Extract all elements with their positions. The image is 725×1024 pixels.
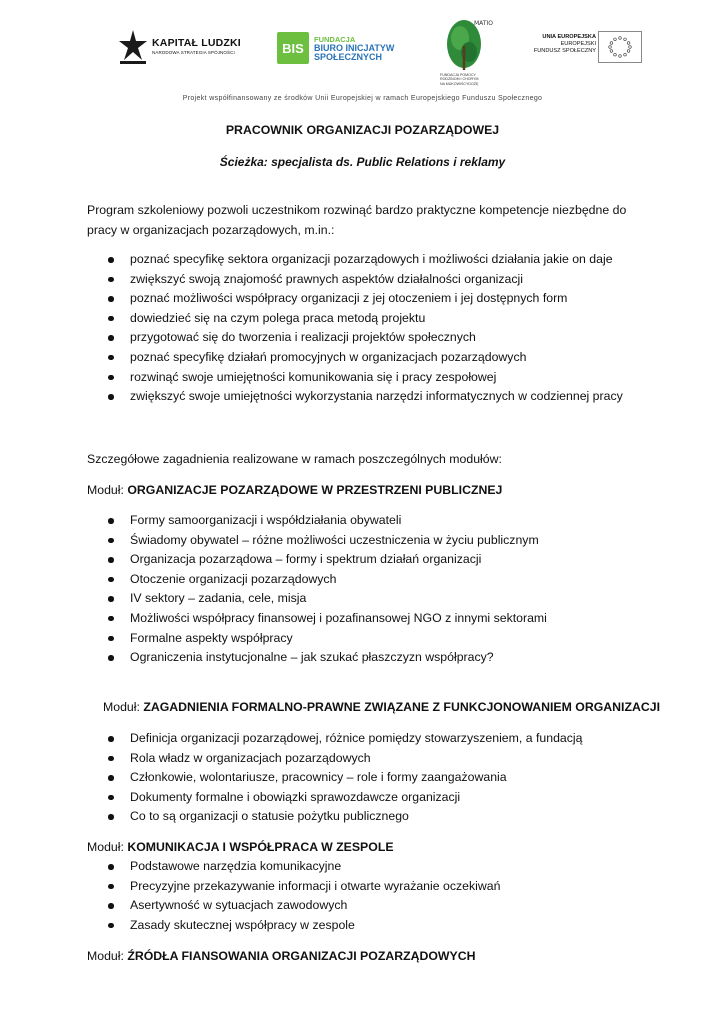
kapital-ludzki-star-icon [118, 28, 148, 66]
module-name: ZAGADNIENIA FORMALNO-PRAWNE ZWIĄZANE Z FUNKCJONOWANIEM ORGANIZACJI [143, 700, 661, 714]
module-heading: Moduł: ŹRÓDŁA FIANSOWANIA ORGANIZACJI POZARZĄDOWYCH [87, 949, 476, 963]
bis-line-3: SPOŁECZNYCH [314, 52, 383, 62]
module-heading: Moduł: ORGANIZACJE POZARZĄDOWE W PRZESTRZENI PUBLICZNEJ [87, 483, 503, 497]
list-item: Co to są organizacji o statusie pożytku publicznego [0, 807, 725, 827]
page-subtitle: Ścieżka: specjalista ds. Public Relations i reklamy [219, 155, 506, 169]
bullet-icon [108, 756, 114, 762]
bullet-icon [108, 296, 114, 302]
bullet-icon [108, 596, 114, 602]
intro-list [0, 250, 725, 407]
bullet-icon [108, 923, 114, 929]
bullet-icon [108, 538, 114, 544]
kapital-ludzki-logo [118, 26, 246, 66]
bullet-icon [108, 557, 114, 563]
eu-flag-icon [598, 31, 642, 63]
bullet-icon [108, 903, 114, 909]
list-item: zwiększyć swoje umiejętności wykorzystania narzędzi informatycznych w codziennej pracy [0, 387, 725, 407]
module-2-list [0, 729, 725, 827]
bullet-icon [108, 577, 114, 583]
list-item: Organizacja pozarządowa – formy i spektrum działań organizacji [0, 550, 725, 570]
list-item: Asertywność w sytuacjach zawodowych [0, 896, 725, 916]
list-item: Rola władz w organizacjach pozarządowych [0, 749, 725, 769]
bullet-icon [108, 518, 114, 524]
list-item: Członkowie, wolontariusze, pracownicy – role i formy zaangażowania [0, 768, 725, 788]
list-item: zwiększyć swoją znajomość prawnych aspektów działalności organizacji [0, 270, 725, 290]
bullet-icon [108, 795, 114, 801]
kapital-ludzki-title: KAPITAŁ LUDZKI [152, 37, 241, 49]
bullet-icon [108, 257, 114, 263]
kapital-ludzki-subtitle: NARODOWA STRATEGIA SPÓJNOŚCI [152, 50, 235, 55]
bullet-icon [108, 375, 114, 381]
details-heading: Szczegółowe zagadnienia realizowane w ramach poszczególnych modułów: [87, 452, 502, 466]
eu-line-1: UNIA EUROPEJSKA [542, 34, 596, 40]
list-item: Formalne aspekty współpracy [0, 629, 725, 649]
list-item: Podstawowe narzędzia komunikacyjne [0, 857, 725, 877]
bis-line-2: BIURO INICJATYW [314, 43, 395, 53]
list-item: Świadomy obywatel – różne możliwości uczestniczenia w życiu publicznym [0, 531, 725, 551]
bullet-icon [108, 636, 114, 642]
matio-name: MATIO [474, 20, 493, 27]
list-item: Precyzyjne przekazywanie informacji i otwarte wyrażanie oczekiwań [0, 877, 725, 897]
bullet-icon [108, 355, 114, 361]
list-item: poznać możliwości współpracy organizacji z jej otoczeniem i jej dostępnych form [0, 289, 725, 309]
bullet-icon [108, 616, 114, 622]
matio-tree-icon [440, 16, 500, 72]
list-item: rozwinąć swoje umiejętności komunikowania się i pracy zespołowej [0, 368, 725, 388]
module-name: ORGANIZACJE POZARZĄDOWE W PRZESTRZENI PUBLICZNEJ [127, 483, 503, 497]
eu-logo [533, 31, 648, 63]
bis-name [314, 35, 394, 62]
module-name: ŹRÓDŁA FIANSOWANIA ORGANIZACJI POZARZĄDOWYCH [127, 949, 476, 963]
eu-line-3: FUNDUSZ SPOŁECZNY [533, 48, 596, 54]
list-item: poznać specyfikę sektora organizacji pozarządowych i możliwości działania jakie on daje [0, 250, 725, 270]
list-item: poznać specyfikę działań promocyjnych w organizacjach pozarządowych [0, 348, 725, 368]
bullet-icon [108, 335, 114, 341]
bullet-icon [108, 736, 114, 742]
bullet-icon [108, 864, 114, 870]
list-item: dowiedzieć się na czym polega praca metodą projektu [0, 309, 725, 329]
module-heading: Moduł: KOMUNIKACJA I WSPÓŁPRACA W ZESPOLE [87, 840, 394, 854]
module-heading: Moduł: ZAGADNIENIA FORMALNO-PRAWNE ZWIĄZANE Z FUNKCJONOWANIEM ORGANIZACJI [103, 700, 661, 714]
list-item: IV sektory – zadania, cele, misja [0, 589, 725, 609]
bullet-icon [108, 775, 114, 781]
list-item: Dokumenty formalne i obowiązki sprawozdawcze organizacji [0, 788, 725, 808]
bullet-icon [108, 277, 114, 283]
list-item: Ograniczenia instytucjonalne – jak szukać płaszczyzn współpracy? [0, 648, 725, 668]
matio-caption: FUNDACJA POMOCY RODZINOM I CHORYM NA MUKOWISCYDOZĘ [440, 73, 479, 86]
project-cofinancing-note: Projekt współfinansowany ze środków Unii Europejskiej w ramach Europejskiego Funduszu Społecznego [182, 95, 543, 102]
bis-line-1: FUNDACJA [314, 35, 356, 44]
bullet-icon [108, 394, 114, 400]
list-item: Możliwości współpracy finansowej i pozafinansowej NGO z innymi sektorami [0, 609, 725, 629]
bullet-icon [108, 814, 114, 820]
module-3-list [0, 857, 725, 935]
bullet-icon [108, 655, 114, 661]
module-1-list [0, 511, 725, 668]
list-item: Definicja organizacji pozarządowej, różnice pomiędzy stowarzyszeniem, a fundacją [0, 729, 725, 749]
list-item: Formy samoorganizacji i współdziałania obywateli [0, 511, 725, 531]
eu-text [534, 34, 596, 55]
page-title: PRACOWNIK ORGANIZACJI POZARZĄDOWEJ [225, 123, 500, 137]
matio-logo [440, 16, 500, 94]
bis-abbr: BIS [277, 32, 309, 64]
eu-line-2: EUROPEJSKI [560, 41, 596, 47]
bis-logo [277, 32, 395, 66]
intro-paragraph: Program szkoleniowy pozwoli uczestnikom rozwinąć bardzo praktyczne kompetencje niezbędne do pracy w organizacjach pozarządowych, m.in.: [87, 203, 627, 237]
bullet-icon [108, 884, 114, 890]
module-name: KOMUNIKACJA I WSPÓŁPRACA W ZESPOLE [127, 840, 394, 854]
list-item: Otoczenie organizacji pozarządowych [0, 570, 725, 590]
page-header [0, 0, 725, 110]
list-item: Zasady skutecznej współpracy w zespole [0, 916, 725, 936]
bullet-icon [108, 316, 114, 322]
list-item: przygotować się do tworzenia i realizacji projektów społecznych [0, 328, 725, 348]
